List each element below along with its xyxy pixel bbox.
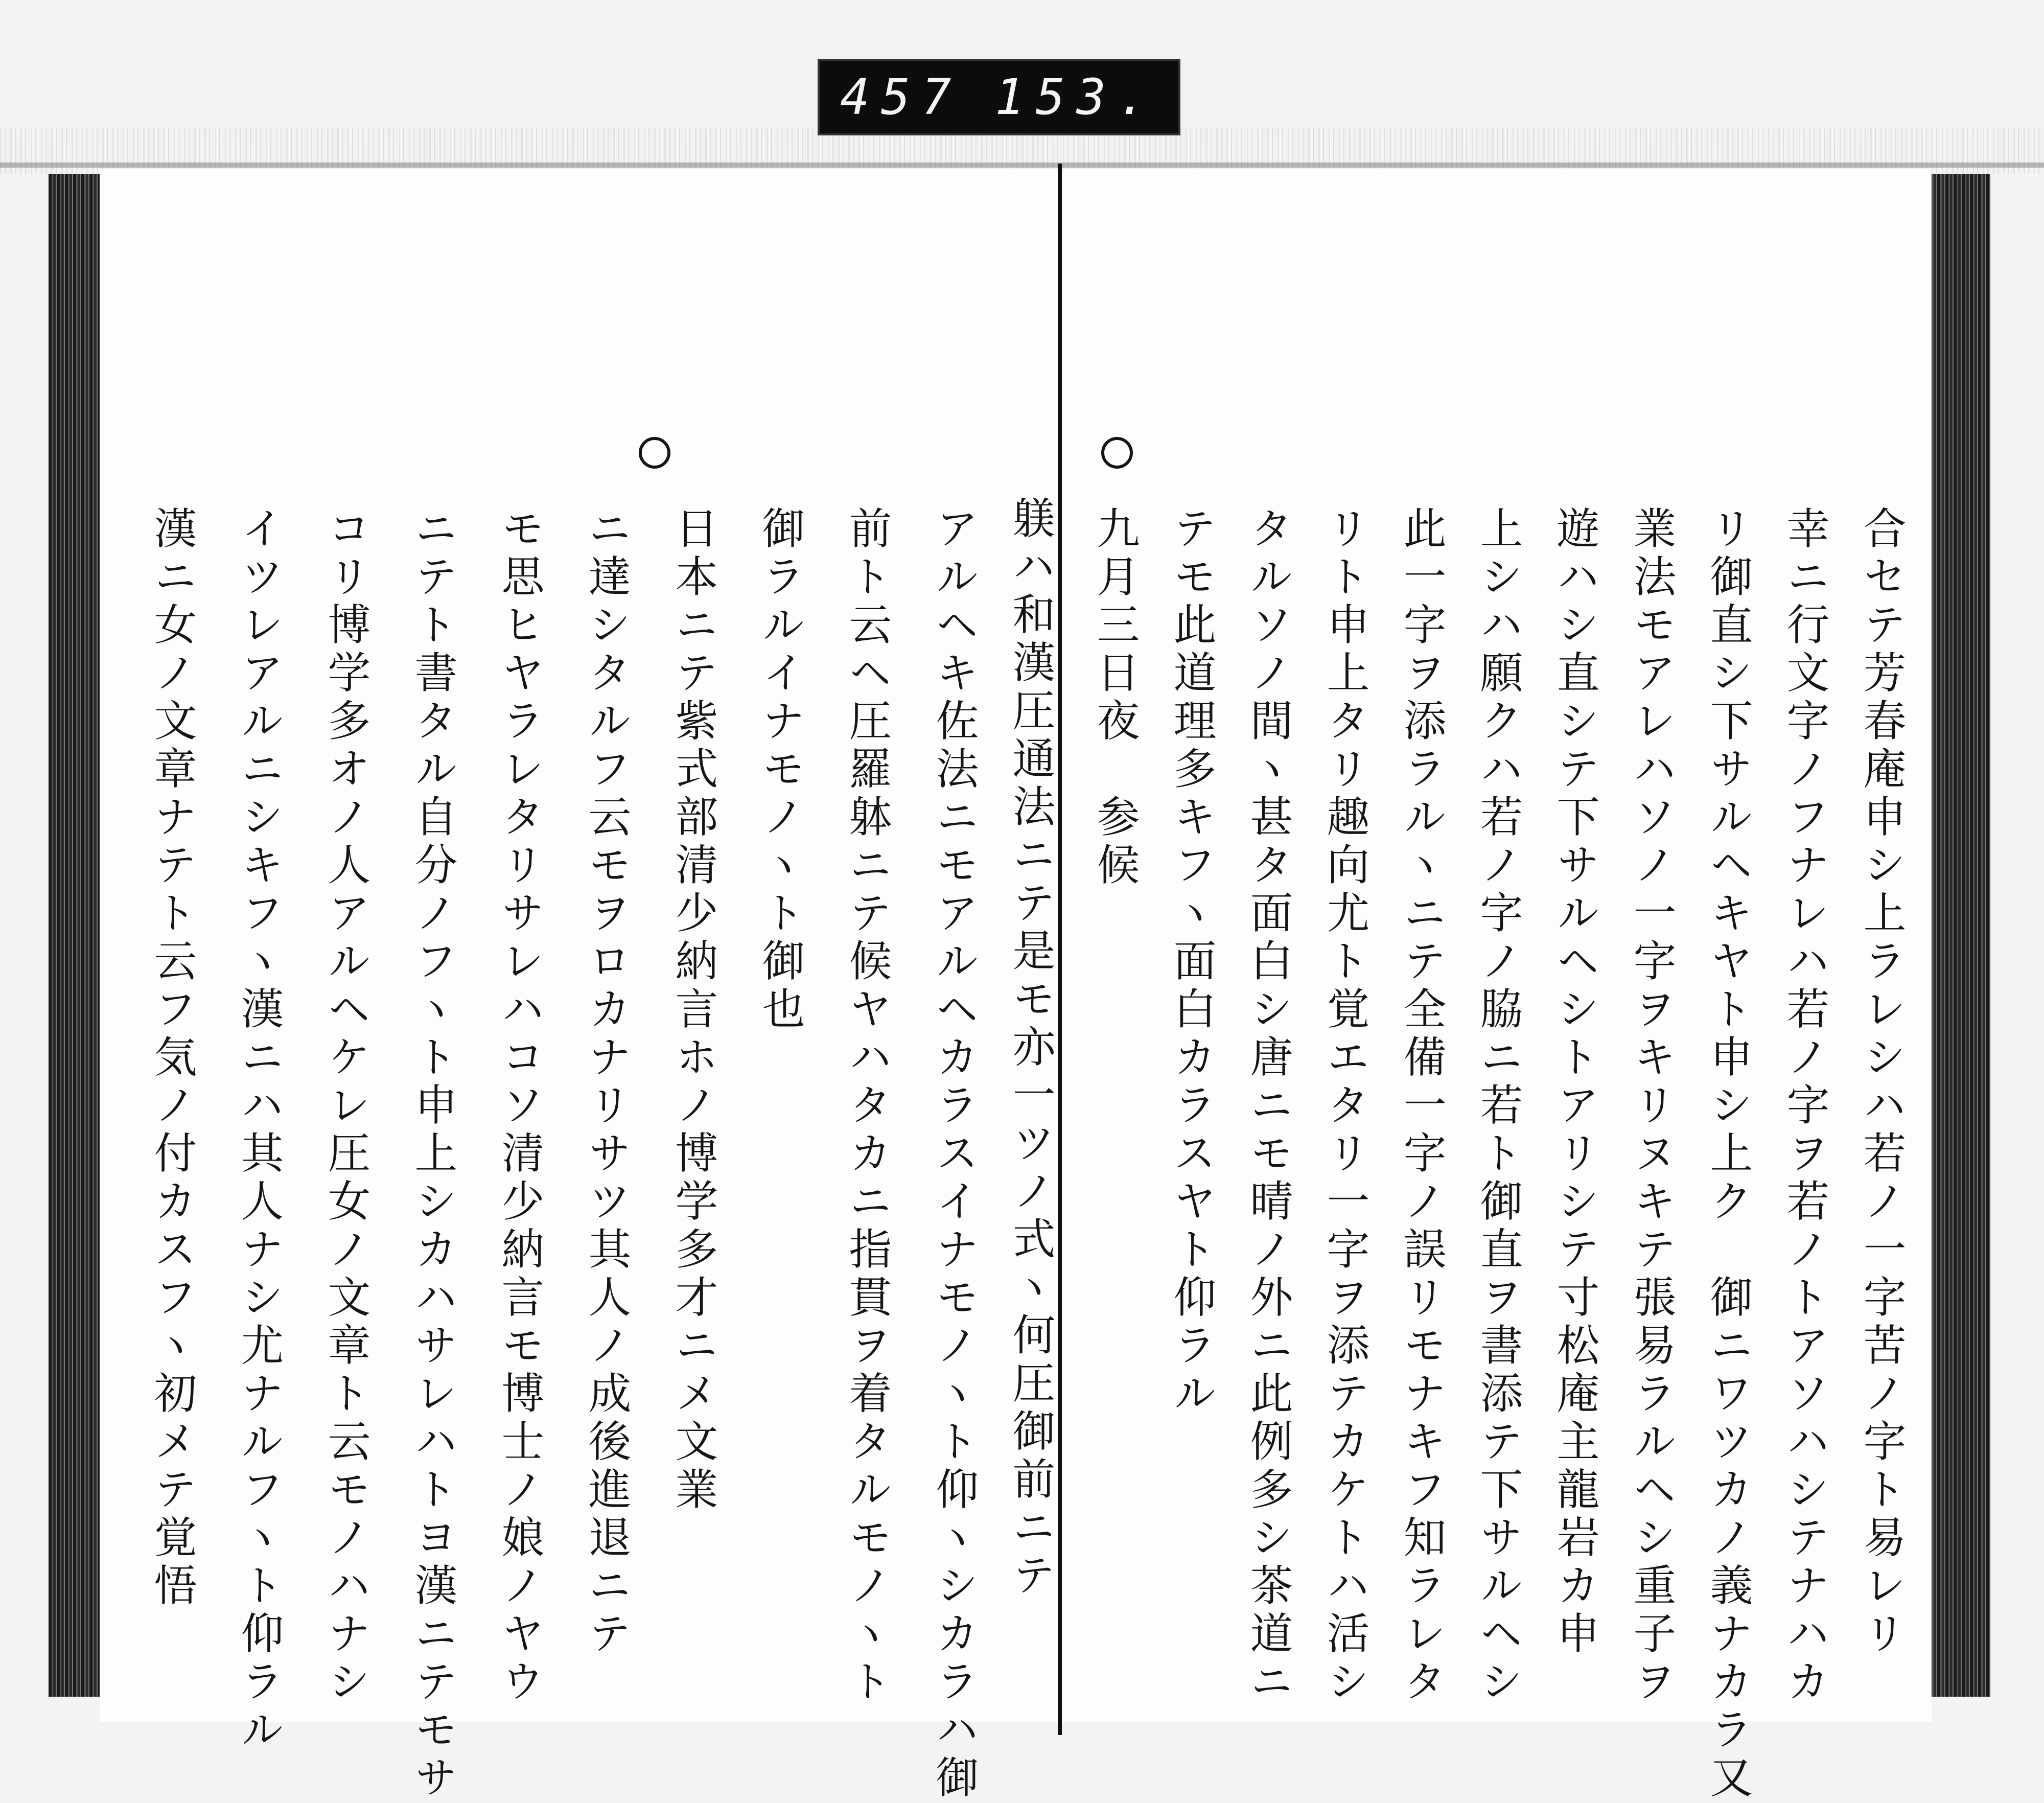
text-line: 業法モアレハソノ一字ヲキリヌキテ張易ラルヘシ重子ヲ (1627, 506, 1677, 1707)
text-line: ニ達シタルフ云モヲロカナリサツ其人ノ成後進退ニテ (582, 506, 632, 1659)
archive-number-plate (818, 59, 1180, 135)
text-line: 日本ニテ紫式部清少納言ホノ博学多才ニメ文業 (668, 506, 718, 1515)
text-line: 此一字ヲ添ラルヽニテ全備一字ノ誤リモナキフ知ラレタ (1397, 506, 1447, 1707)
circle-mark (639, 437, 670, 469)
text-line: 漢ニ女ノ文章ナテト云フ気ノ付カスフヽ初メテ覚悟 (147, 506, 197, 1611)
text-line: 遊ハシ直シテ下サルヘシトアリシテ寸松庵主龍岩カ申 (1550, 506, 1600, 1659)
text-line: リト申上タリ趣向尤ト覚エタリ一字ヲ添テカケトハ活シ (1320, 506, 1370, 1707)
text-line: ニテト書タル自分ノフヽト申上シカハサレハトヨ漢ニテモサ (408, 506, 458, 1803)
text-line: リ御直シ下サルヘキヤト申シ上ク 御ニワツカノ義ナカラ又 (1703, 506, 1753, 1803)
open-book (49, 164, 1990, 1803)
left-page (100, 169, 1060, 1803)
plate-number-left: 457 (840, 68, 963, 126)
book-gutter (1058, 164, 1062, 1735)
text-line: 躾ハ和漢圧通法ニテ是モ亦一ツノ式ヽ何圧御前ニテ (1006, 496, 1056, 1601)
text-line: アルヘキ佐法ニモアルヘカラスイナモノヽト仰ヽシカラハ御 (929, 506, 979, 1803)
text-line: 上シハ願クハ若ノ字ノ脇ニ若ト御直ヲ書添テ下サルヘシ (1473, 506, 1523, 1707)
text-line: コリ博学多オノ人アルヘケレ圧女ノ文章ト云モノハナシ (321, 506, 371, 1707)
text-line: モ思ヒヤラレタリサレハコソ清少納言モ博士ノ娘ノヤウ (495, 506, 545, 1707)
circle-mark (1101, 437, 1133, 469)
text-line: テモ此道理多キフヽ面白カラスヤト仰ラル (1167, 506, 1217, 1419)
text-line: 合セテ芳春庵申シ上ラレシハ若ノ一字苦ノ字ト易レリ (1856, 506, 1907, 1659)
book-edge-right (1929, 174, 1990, 1697)
text-line: 九月三日夜 参候 (1090, 506, 1140, 890)
text-line: タルソノ間ヽ甚タ面白シ唐ニモ晴ノ外ニ此例多シ茶道ニ (1243, 506, 1293, 1707)
text-line: 幸ニ行文字ノフナレハ若ノ字ヲ若ノトアソハシテナハカ (1780, 506, 1830, 1707)
text-line: 前ト云ヘ圧羅躰ニテ候ヤハタカニ指貫ヲ着タルモノヽト (842, 506, 892, 1707)
text-line: イツレアルニシキフヽ漢ニハ其人ナシ尤ナルフヽト仰ラル (234, 506, 284, 1755)
text-line: 御ラルイナモノヽト御也 (755, 506, 805, 1034)
plate-number-right: 153. (994, 68, 1158, 126)
right-page (1063, 169, 1932, 1803)
